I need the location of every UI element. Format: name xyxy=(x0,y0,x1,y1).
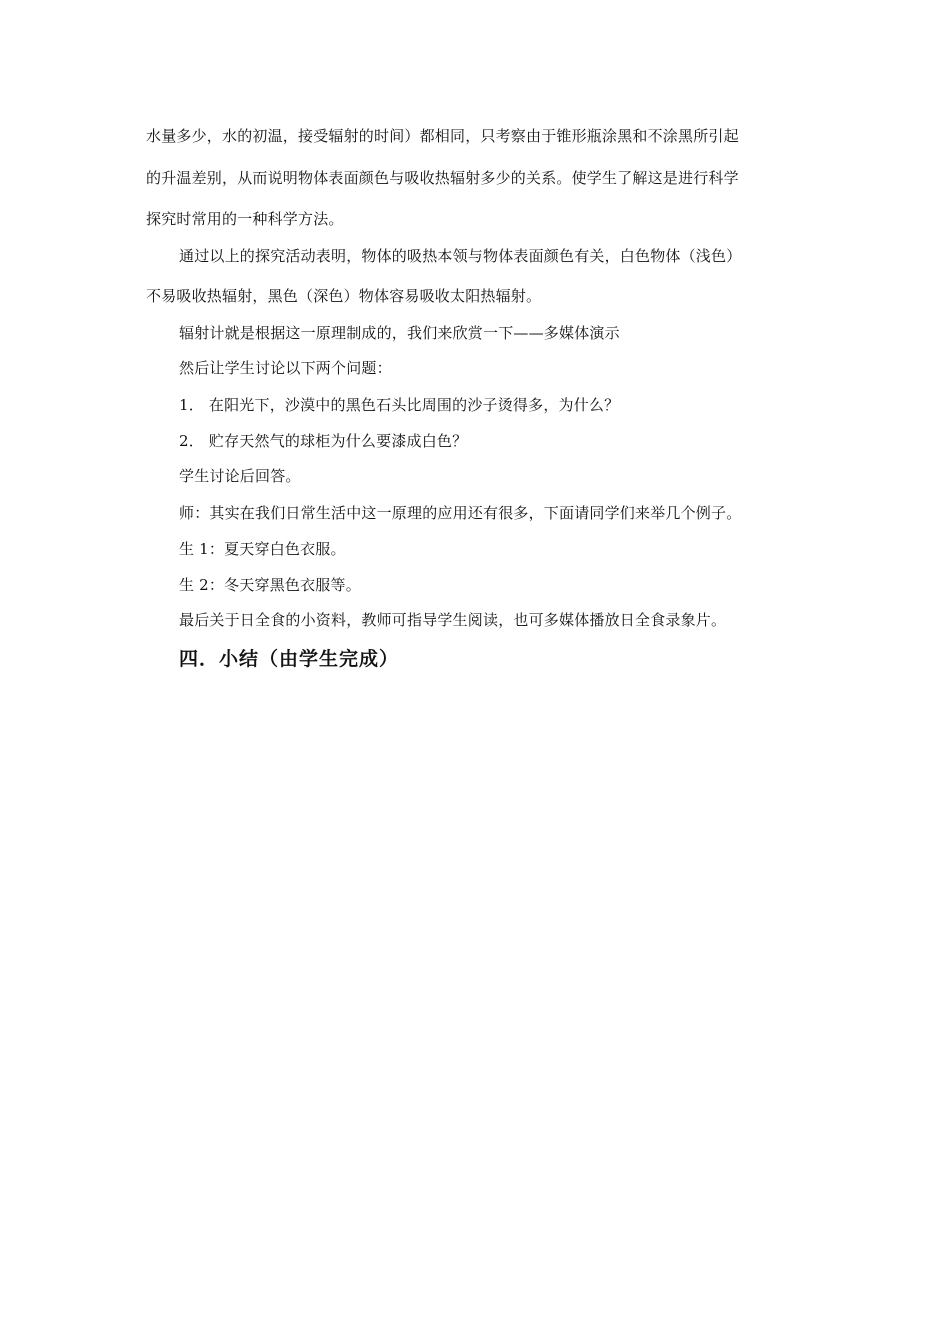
paragraph-line: 不易吸收热辐射，黑色（深色）物体容易吸收太阳热辐射。 xyxy=(146,287,542,305)
paragraph-line: 学生讨论后回答。 xyxy=(179,467,301,485)
paragraph-line: 生 1：夏天穿白色衣服。 xyxy=(179,540,346,558)
paragraph-line: 通过以上的探究活动表明，物体的吸热本领与物体表面颜色有关，白色物体（浅色） xyxy=(179,247,742,265)
paragraph-line: 探究时常用的一种科学方法。 xyxy=(146,210,344,228)
paragraph-line: 辐射计就是根据这一原理制成的，我们来欣赏一下——多媒体演示 xyxy=(179,324,620,342)
paragraph-line: 生 2：冬天穿黑色衣服等。 xyxy=(179,576,361,594)
paragraph-line: 水量多少，水的初温，接受辐射的时间）都相同，只考察由于锥形瓶涂黑和不涂黑所引起 xyxy=(146,127,739,145)
paragraph-line: 然后让学生讨论以下两个问题： xyxy=(179,359,392,377)
numbered-question: 2． 贮存天然气的球柜为什么要漆成白色？ xyxy=(179,432,468,450)
section-heading: 四．小结（由学生完成） xyxy=(179,648,400,670)
paragraph-line: 师：其实在我们日常生活中这一原理的应用还有很多，下面请同学们来举几个例子。 xyxy=(179,504,742,522)
numbered-question: 1． 在阳光下，沙漠中的黑色石头比周围的沙子烫得多，为什么？ xyxy=(179,396,620,414)
paragraph-line: 最后关于日全食的小资料，教师可指导学生阅读，也可多媒体播放日全食录象片。 xyxy=(179,611,727,629)
paragraph-line: 的升温差别，从而说明物体表面颜色与吸收热辐射多少的关系。使学生了解这是进行科学 xyxy=(146,169,739,187)
